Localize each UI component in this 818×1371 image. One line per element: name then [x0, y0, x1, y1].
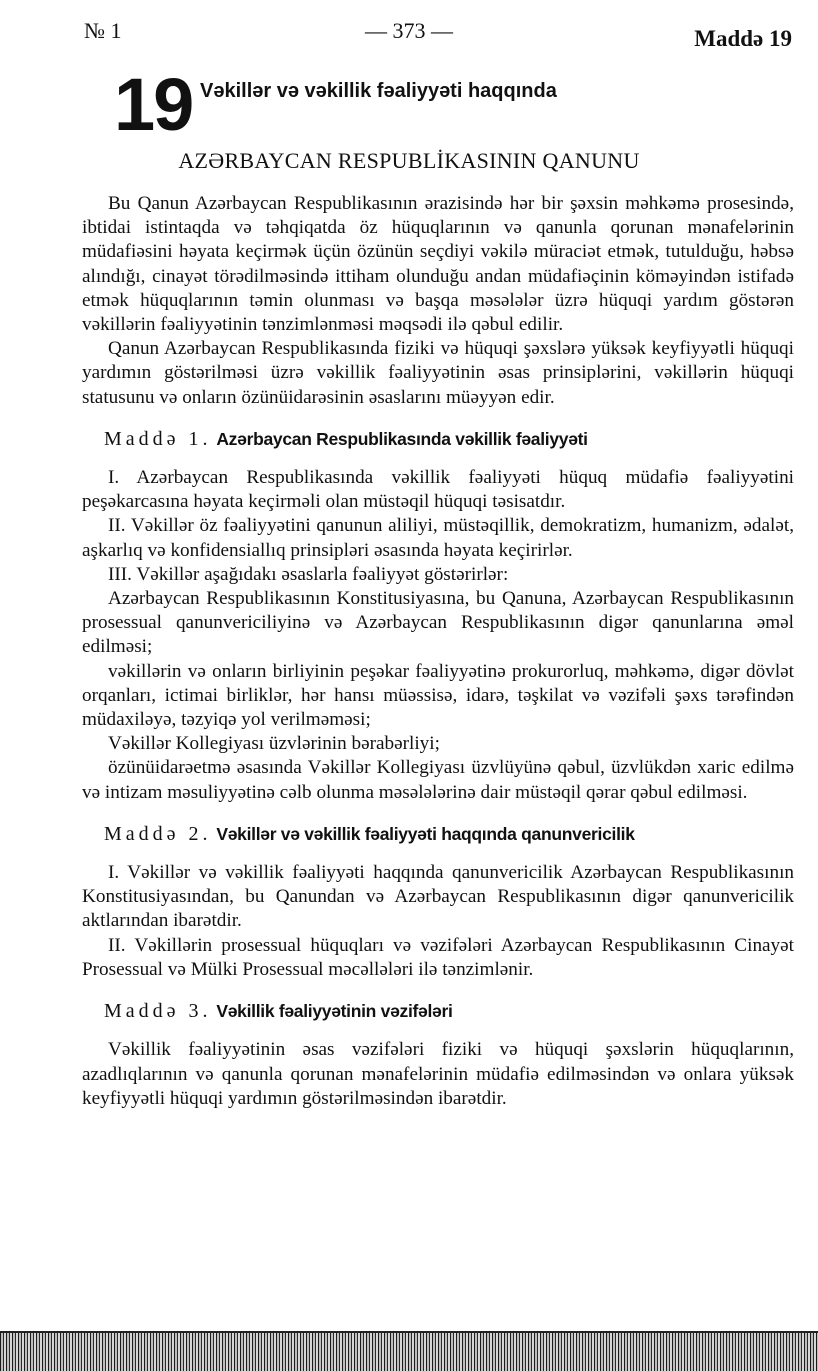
article-heading — [82, 999, 794, 1024]
article-heading — [82, 822, 794, 847]
article-title: Azərbaycan Respublikasında vəkillik fəaliyyəti — [216, 428, 588, 449]
scan-edge-artifact — [0, 1331, 818, 1371]
law-subtitle: AZƏRBAYCAN RESPUBLİKASININ QANUNU — [178, 148, 640, 173]
article-heading — [82, 427, 794, 452]
preamble-paragraph: Qanun Azərbaycan Respublikasında fiziki və hüquqi şəxslərə yüksək keyfiyyətli hüquqi yardımın göstərilməsi üzrə vəkillik fəaliyyətinin əsas prinsiplərini, vəkillərin hüquqi statusunu və onların özünüidarəsinin əsaslarını müəyyən edir. — [82, 338, 794, 408]
page-number: — 373 — — [365, 18, 453, 43]
running-head: Maddə 19 — [694, 26, 792, 51]
law-title: Vəkillər və vəkillik fəaliyyəti haqqında — [200, 80, 557, 102]
issue-number: № 1 — [84, 18, 122, 43]
article-label: Maddə 2. — [104, 822, 212, 845]
article-paragraph: Vəkillik fəaliyyətinin əsas vəzifələri fiziki və hüquqi şəxslərin hüquqlarının, azadlıqlarının və qanunla qorunan mənafelərinin müdafiə edilməsindən və onlara yüksək keyfiyyətli hüquqi yardımın göstərilməsindən ibarətdir. — [82, 1039, 794, 1109]
preamble-paragraph: Bu Qanun Azərbaycan Respublikasının ərazisində hər bir şəxsin məhkəmə prosesində, ibtidai istintaqda və təhqiqatda öz hüquqlarının və qanunla qorunan mənafelərinin müdafiəsini həyata keçirmək üçün özünün seçdiyi vəkilə müraciət etmək, tutulduğu, həbsə alındığı, cinayət törədilməsində ittiham olunduğu andan müdafiəçinin köməyindən istifadə etmək hüquqlarının təmin olunması və başqa məsələlər üzrə hüquqi yardım göstərən vəkillərin fəaliyyətinin tənzimlənməsi məqsədi ilə qəbul edilir. — [82, 193, 794, 336]
article-paragraph: vəkillərin və onların birliyinin peşəkar fəaliyyətinə prokurorluq, məhkəmə, digər dövlət orqanları, ictimai birliklər, hər hansı müəssisə, idarə, təşkilat və vəzifəli şəxs tərəfindən müdaxiləyə, təzyiqə yol verilməməsi; — [82, 660, 794, 731]
document-body — [82, 192, 794, 1111]
article-paragraph: II. Vəkillər öz fəaliyyətini qanunun aliliyi, müstəqillik, demokratizm, humanizm, ədalət, aşkarlıq və konfidensiallıq prinsipləri əsasında həyata keçirirlər. — [82, 515, 794, 561]
article-label: Maddə 3. — [104, 1000, 212, 1023]
article-paragraph: Azərbaycan Respublikasının Konstitusiyasına, bu Qanuna, Azərbaycan Respublikasının prosessual qanunvericiliyinə və Azərbaycan Respublikasının digər qanunlarına əməl edilməsi; — [82, 588, 794, 658]
article-paragraph: I. Azərbaycan Respublikasında vəkillik fəaliyyəti hüquq müdafiə fəaliyyətini peşəkarcasına həyata keçirməli olan müstəqil hüquqi təsisatdır. — [82, 467, 794, 513]
law-number: 19 — [114, 63, 193, 146]
article-label: Maddə 1. — [104, 427, 212, 450]
article-title: Vəkillər və vəkillik fəaliyyəti haqqında qanunvericilik — [216, 823, 635, 844]
article-title: Vəkillik fəaliyyətinin vəzifələri — [216, 1001, 453, 1022]
article-paragraph: I. Vəkillər və vəkillik fəaliyyəti haqqında qanunvericilik Azərbaycan Respublikasının Konstitusiyasından, bu Qanundan və Azərbaycan Respublikasının digər qanunvericilik aktlarından ibarətdir. — [82, 862, 794, 932]
article-paragraph: Vəkillər Kollegiyası üzvlərinin bərabərliyi; — [108, 733, 440, 755]
article-paragraph: III. Vəkillər aşağıdakı əsaslarla fəaliyyət göstərirlər: — [108, 563, 509, 585]
article-paragraph: özünüidarəetmə əsasında Vəkillər Kollegiyası üzvlüyünə qəbul, üzvlükdən xaric edilmə və intizam məsuliyyətinə cəlb olunma məsələlərinə dair müstəqil qərar qəbul edilməsi. — [82, 757, 794, 803]
article-paragraph: II. Vəkillərin prosessual hüquqları və vəzifələri Azərbaycan Respublikasının Cinayət Prosessual və Mülki Prosessual məcəllələri ilə tənzimlənir. — [82, 934, 794, 980]
